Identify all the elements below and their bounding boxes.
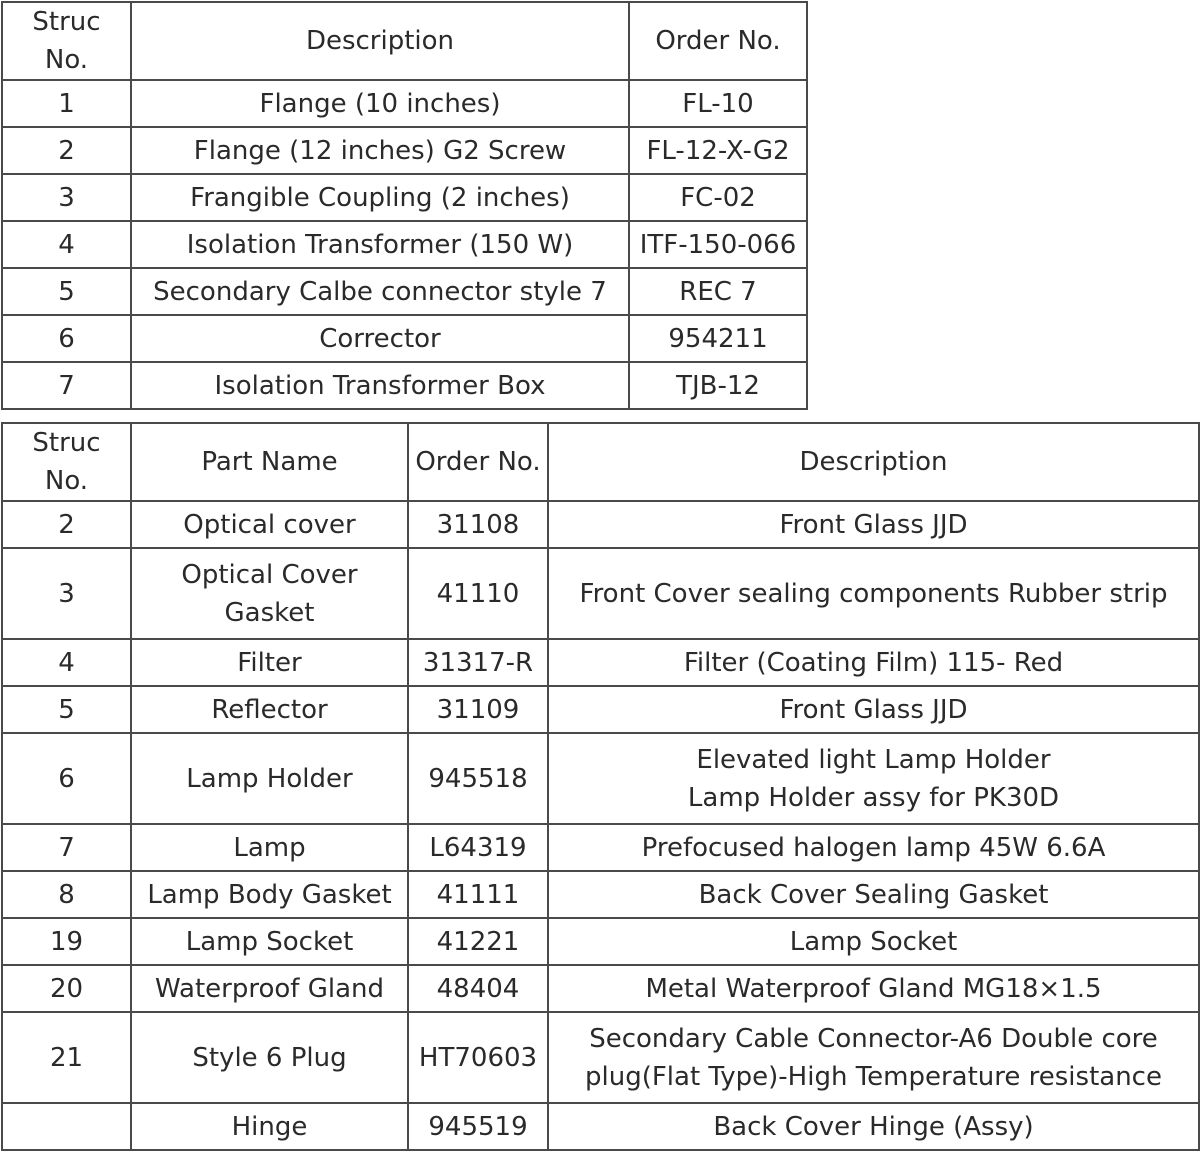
table-row [2,965,1199,1012]
table-row [2,1103,1199,1150]
cell-description: Front Glass JJD [548,501,1199,548]
cell-order-no: ITF-150-066 [629,221,807,268]
cell-part-name: Filter [131,639,408,686]
cell-order-no: 31108 [408,501,548,548]
cell-description: Flange (10 inches) [131,80,629,127]
cell-part-name: Reflector [131,686,408,733]
table-row [2,1012,1199,1103]
cell-struc-no: 4 [2,221,131,268]
cell-struc-no: 3 [2,174,131,221]
cell-order-no: 945518 [408,733,548,824]
cell-description: Flange (12 inches) G2 Screw [131,127,629,174]
table-row [2,871,1199,918]
cell-description: Filter (Coating Film) 115- Red [548,639,1199,686]
cell-order-no: 945519 [408,1103,548,1150]
cell-struc-no: 6 [2,315,131,362]
cell-description: Frangible Coupling (2 inches) [131,174,629,221]
cell-description: Front Cover sealing components Rubber strip [548,548,1199,639]
cell-part-name: Waterproof Gland [131,965,408,1012]
cell-description: Secondary Cable Connector-A6 Double core plug(Flat Type)-High Temperature resistance [548,1012,1199,1103]
table-row [2,362,807,409]
cell-struc-no: 19 [2,918,131,965]
cell-struc-no: 3 [2,548,131,639]
cell-struc-no: 7 [2,824,131,871]
table-header-row [2,423,1199,501]
table-row [2,315,807,362]
cell-part-name: Lamp Socket [131,918,408,965]
table-row [2,501,1199,548]
cell-struc-no: 7 [2,362,131,409]
cell-description: Secondary Calbe connector style 7 [131,268,629,315]
lamp-parts-table [1,422,1200,1151]
table-row [2,174,807,221]
header-struc-no: Struc No. [2,423,131,501]
table-row [2,824,1199,871]
table-row [2,686,1199,733]
header-order-no: Order No. [629,2,807,80]
cell-description: Metal Waterproof Gland MG18×1.5 [548,965,1199,1012]
table-row [2,639,1199,686]
table-row [2,918,1199,965]
cell-order-no: 41221 [408,918,548,965]
header-order-no: Order No. [408,423,548,501]
header-struc-no: Struc No. [2,2,131,80]
cell-description: Back Cover Sealing Gasket [548,871,1199,918]
table-row [2,548,1199,639]
cell-description: Lamp Socket [548,918,1199,965]
cell-struc-no: 6 [2,733,131,824]
cell-struc-no: 5 [2,686,131,733]
cell-description: Corrector [131,315,629,362]
cell-order-no: FL-12-X-G2 [629,127,807,174]
cell-order-no: FL-10 [629,80,807,127]
cell-part-name: Lamp Holder [131,733,408,824]
cell-order-no: 31109 [408,686,548,733]
table-header-row [2,2,807,80]
cell-part-name: Style 6 Plug [131,1012,408,1103]
cell-description: Prefocused halogen lamp 45W 6.6A [548,824,1199,871]
cell-struc-no: 4 [2,639,131,686]
cell-struc-no: 5 [2,268,131,315]
cell-order-no: REC 7 [629,268,807,315]
cell-part-name: Lamp Body Gasket [131,871,408,918]
cell-order-no: 954211 [629,315,807,362]
cell-order-no: 31317-R [408,639,548,686]
cell-struc-no: 2 [2,501,131,548]
cell-order-no: 48404 [408,965,548,1012]
cell-order-no: 41111 [408,871,548,918]
table-row [2,268,807,315]
cell-struc-no: 21 [2,1012,131,1103]
cell-struc-no [2,1103,131,1150]
cell-part-name: Hinge [131,1103,408,1150]
cell-order-no: FC-02 [629,174,807,221]
cell-order-no: L64319 [408,824,548,871]
cell-order-no: 41110 [408,548,548,639]
cell-part-name: Lamp [131,824,408,871]
cell-part-name: Optical cover [131,501,408,548]
table-row [2,127,807,174]
cell-struc-no: 1 [2,80,131,127]
cell-description: Isolation Transformer Box [131,362,629,409]
cell-struc-no: 20 [2,965,131,1012]
cell-order-no: TJB-12 [629,362,807,409]
table-row [2,80,807,127]
header-part-name: Part Name [131,423,408,501]
cell-description: Front Glass JJD [548,686,1199,733]
flange-parts-table [1,1,808,410]
table-row [2,733,1199,824]
header-description: Description [131,2,629,80]
cell-description: Back Cover Hinge (Assy) [548,1103,1199,1150]
table-row [2,221,807,268]
cell-description: Elevated light Lamp Holder Lamp Holder assy for PK30D [548,733,1199,824]
cell-description: Isolation Transformer (150 W) [131,221,629,268]
cell-part-name: Optical Cover Gasket [131,548,408,639]
cell-order-no: HT70603 [408,1012,548,1103]
cell-struc-no: 8 [2,871,131,918]
cell-struc-no: 2 [2,127,131,174]
header-description: Description [548,423,1199,501]
